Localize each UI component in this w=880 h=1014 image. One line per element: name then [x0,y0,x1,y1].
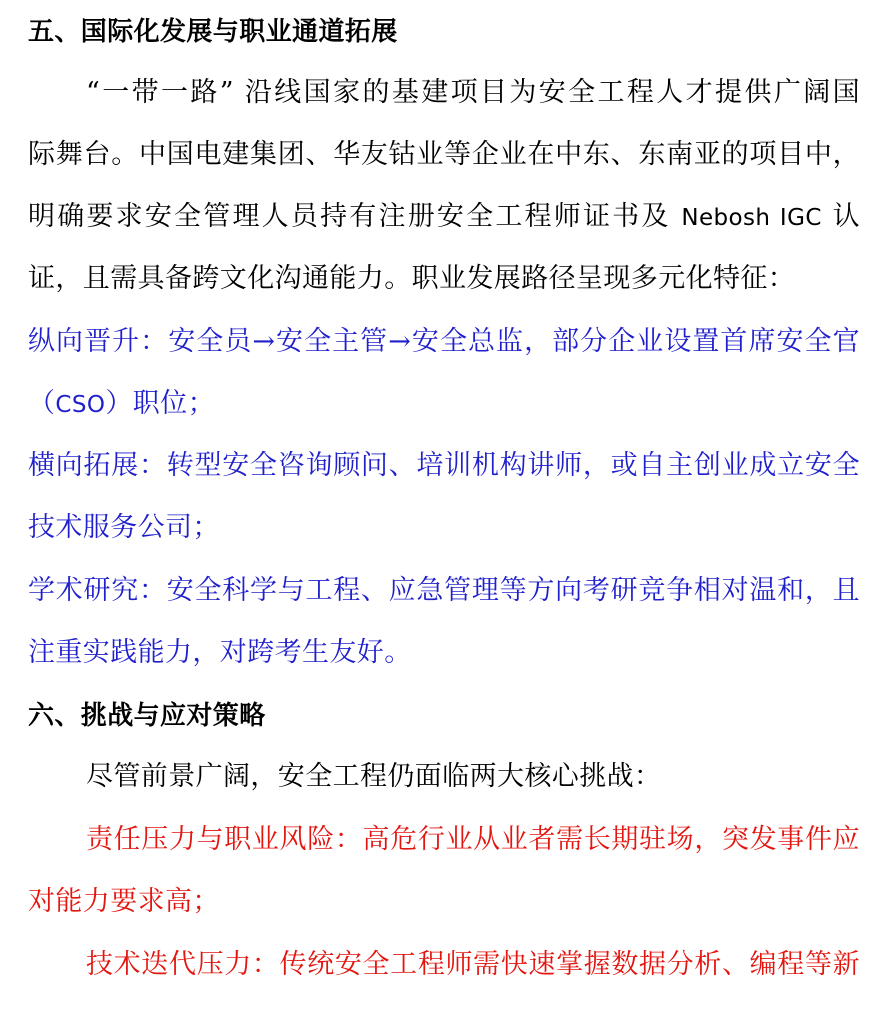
latin-term: CSO [55,392,106,418]
section-5-intro-line-3: 明确要求安全管理人员持有注册安全工程师证书及 Nebosh IGC 认 [28,201,860,232]
path-vertical-line-2: （CSO）职位； [28,388,215,419]
path-academic-line-2: 注重实践能力，对跨考生友好。 [28,637,412,668]
section-5-heading: 五、国际化发展与职业通道拓展 [28,17,398,47]
latin-term: Nebosh IGC [681,205,822,231]
path-horizontal-line-2: 技术服务公司； [28,512,220,543]
section-5-intro-line-1: “一带一路” 沿线国家的基建项目为安全工程人才提供广阔国 [86,77,860,108]
section-5-intro-line-2: 际舞台。中国电建集团、华友钴业等企业在中东、东南亚的项目中， [28,139,860,170]
challenge-1-line-2: 对能力要求高； [28,886,220,917]
path-horizontal-line-1: 横向拓展：转型安全咨询顾问、培训机构讲师，或自主创业成立安全 [28,450,860,481]
path-academic-line-1: 学术研究：安全科学与工程、应急管理等方向考研竞争相对温和，且 [28,575,860,606]
section-6-intro: 尽管前景广阔，安全工程仍面临两大核心挑战： [86,761,662,792]
section-6-heading: 六、挑战与应对策略 [28,701,266,731]
challenge-2-line-1: 技术迭代压力：传统安全工程师需快速掌握数据分析、编程等新 [86,949,860,980]
section-5-intro-line-4: 证，且需具备跨文化沟通能力。职业发展路径呈现多元化特征： [28,263,796,294]
challenge-1-line-1: 责任压力与职业风险：高危行业从业者需长期驻场，突发事件应 [86,824,860,855]
path-vertical-line-1: 纵向晋升：安全员→安全主管→安全总监，部分企业设置首席安全官 [28,326,860,357]
